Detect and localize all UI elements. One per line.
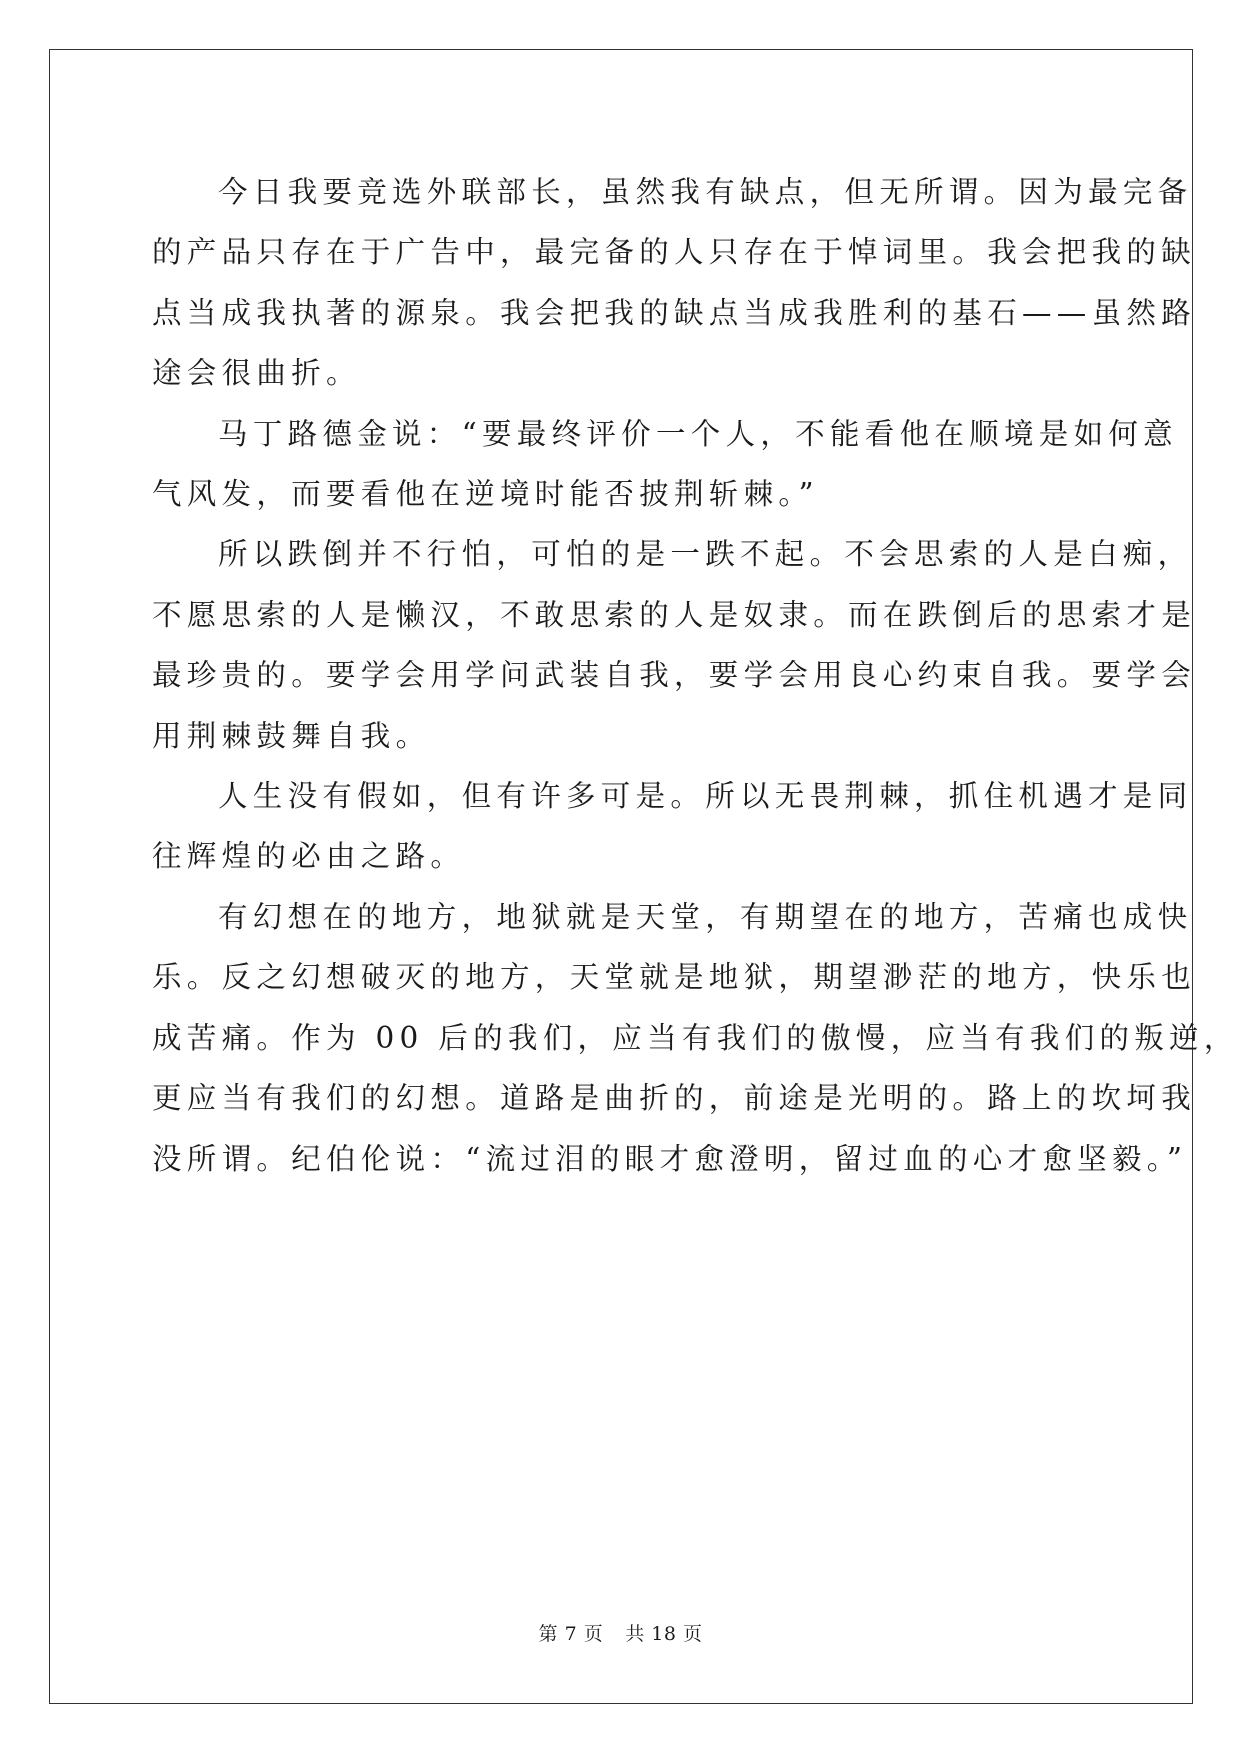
text-line: 最珍贵的。要学会用学问武装自我，要学会用良心约束自我。要学会	[152, 658, 1197, 693]
text-line: 马丁路德金说：“要最终评价一个人，不能看他在顺境是如何意	[218, 416, 1178, 451]
text-line: 今日我要竞选外联部长，虽然我有缺点，但无所谓。因为最完备	[218, 175, 1193, 209]
text-line: 更应当有我们的幻想。道路是曲折的，前途是光明的。路上的坎坷我	[152, 1081, 1197, 1116]
page-number: 第 7 页	[538, 1623, 604, 1645]
paragraph	[152, 404, 1178, 525]
paragraph	[152, 766, 1193, 887]
text-line: 成苦痛。作为 00 后的我们，应当有我们的傲慢，应当有我们的叛逆，	[152, 1020, 1239, 1055]
text-line: 乐。反之幻想破灭的地方，天堂就是地狱，期望渺茫的地方，快乐也	[152, 960, 1197, 995]
text-line: 人生没有假如，但有许多可是。所以无畏荆棘，抓住机遇才是同	[218, 779, 1193, 814]
paragraph	[152, 887, 1239, 1189]
page-total: 共 18 页	[625, 1623, 703, 1645]
text-line: 途会很曲折。	[152, 356, 361, 391]
document-body	[152, 162, 1239, 1189]
text-line: 用荆棘鼓舞自我。	[152, 718, 431, 753]
text-line: 的产品只存在于广告中，最完备的人只存在于悼词里。我会把我的缺	[152, 235, 1197, 270]
paragraph	[152, 524, 1197, 766]
text-line: 所以跌倒并不行怕，可怕的是一跌不起。不会思索的人是白痴，	[218, 537, 1193, 572]
text-line: 不愿思索的人是懒汉，不敢思索的人是奴隶。而在跌倒后的思索才是	[152, 597, 1197, 632]
text-line: 气风发，而要看他在逆境时能否披荆斩棘。”	[152, 477, 819, 512]
page-footer	[0, 1619, 1241, 1646]
text-line: 点当成我执著的源泉。我会把我的缺点当成我胜利的基石——虽然路	[152, 295, 1196, 330]
text-line: 有幻想在的地方，地狱就是天堂，有期望在的地方，苦痛也成快	[218, 899, 1193, 934]
paragraph	[152, 162, 1197, 404]
text-line: 没所谓。纪伯伦说：“流过泪的眼才愈澄明，留过血的心才愈坚毅。”	[152, 1141, 1188, 1176]
text-line: 往辉煌的必由之路。	[152, 839, 466, 874]
